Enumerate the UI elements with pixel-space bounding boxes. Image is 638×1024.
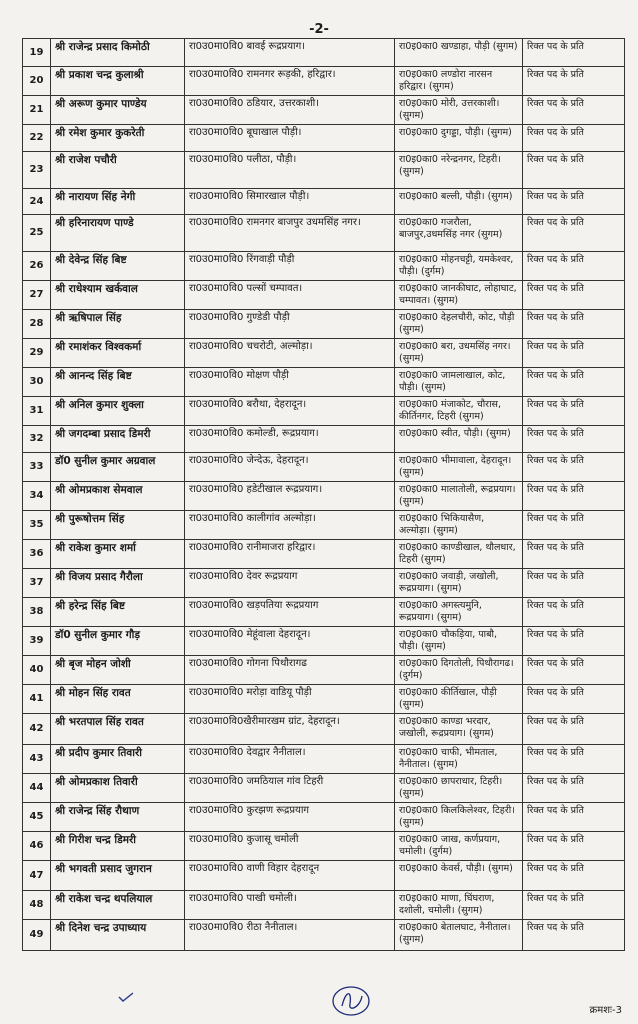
post-status: रिक्त पद के प्रति bbox=[523, 252, 625, 281]
post-status: रिक्त पद के प्रति bbox=[523, 215, 625, 252]
new-posting: रा0इ0का0 छापराधार, टिहरी। (सुगम) bbox=[395, 774, 523, 803]
row-number: 42 bbox=[23, 714, 51, 745]
current-school: रा0उ0मा0वि0 पलीठा, पौड़ी। bbox=[185, 152, 395, 189]
row-number: 22 bbox=[23, 125, 51, 152]
new-posting: रा0इ0का0 देहलचौरी, कोट, पौड़ी (सुगम) bbox=[395, 310, 523, 339]
employee-name: श्री नारायण सिंह नेगी bbox=[51, 189, 185, 215]
post-status: रिक्त पद के प्रति bbox=[523, 540, 625, 569]
row-number: 30 bbox=[23, 368, 51, 397]
current-school: रा0उ0मा0वि0 ठडियार, उत्तरकाशी। bbox=[185, 96, 395, 125]
employee-name: श्री दिनेश चन्द्र उपाध्याय bbox=[51, 920, 185, 951]
table-row bbox=[23, 745, 625, 774]
post-status: रिक्त पद के प्रति bbox=[523, 339, 625, 368]
table-row bbox=[23, 861, 625, 891]
post-status: रिक्त पद के प्रति bbox=[523, 511, 625, 540]
current-school: रा0उ0मा0वि0 देवद्वार नैनीताल। bbox=[185, 745, 395, 774]
current-school: रा0उ0मा0वि0 रानीमाजरा हरिद्वार। bbox=[185, 540, 395, 569]
row-number: 19 bbox=[23, 39, 51, 67]
post-status: रिक्त पद के प्रति bbox=[523, 152, 625, 189]
employee-name: श्री ऋषिपाल सिंह bbox=[51, 310, 185, 339]
row-number: 23 bbox=[23, 152, 51, 189]
table-row bbox=[23, 67, 625, 96]
new-posting: रा0इ0का0 जाख, कर्णप्रयाग, चमोली। (दुर्गम) bbox=[395, 832, 523, 861]
post-status: रिक्त पद के प्रति bbox=[523, 569, 625, 598]
employee-name: श्री अनिल कुमार शुक्ला bbox=[51, 397, 185, 426]
post-status: रिक्त पद के प्रति bbox=[523, 453, 625, 482]
table-row bbox=[23, 774, 625, 803]
current-school: रा0उ0मा0वि0 जेन्देऊ, देहरादून। bbox=[185, 453, 395, 482]
current-school: रा0उ0मा0वि0 पल्सों चम्पावत। bbox=[185, 281, 395, 310]
post-status: रिक्त पद के प्रति bbox=[523, 310, 625, 339]
post-status: रिक्त पद के प्रति bbox=[523, 714, 625, 745]
new-posting: रा0इ0का0 मंजाकोट, चौरास, कीर्तिनगर, टिहरी (सुगम) bbox=[395, 397, 523, 426]
new-posting: रा0इ0का0 जवाड़ी, जखोली, रूद्रप्रयाग। (सुगम) bbox=[395, 569, 523, 598]
employee-name: श्री ओमप्रकाश सेमवाल bbox=[51, 482, 185, 511]
employee-name: श्री भरतपाल सिंह रावत bbox=[51, 714, 185, 745]
current-school: रा0उ0मा0वि0 गोगना पिथौरागढ bbox=[185, 656, 395, 685]
current-school: रा0उ0मा0वि0 रामनगर बाजपुर उधमसिंह नगर। bbox=[185, 215, 395, 252]
table-row bbox=[23, 281, 625, 310]
new-posting: रा0इ0का0 काण्डा भरदार, जखोली, रूद्रप्रयाग। (सुगम) bbox=[395, 714, 523, 745]
table-row bbox=[23, 627, 625, 656]
new-posting: रा0इ0का0 अगस्त्यमुनि, रूद्रप्रयाग। (सुगम) bbox=[395, 598, 523, 627]
row-number: 44 bbox=[23, 774, 51, 803]
post-status: रिक्त पद के प्रति bbox=[523, 920, 625, 951]
page-number: -2- bbox=[309, 22, 329, 37]
current-school: रा0उ0मा0वि0 मोक्षण पौड़ी bbox=[185, 368, 395, 397]
table-row bbox=[23, 189, 625, 215]
row-number: 26 bbox=[23, 252, 51, 281]
post-status: रिक्त पद के प्रति bbox=[523, 189, 625, 215]
post-status: रिक्त पद के प्रति bbox=[523, 397, 625, 426]
post-status: रिक्त पद के प्रति bbox=[523, 891, 625, 920]
new-posting: रा0इ0का0 गजरौला, बाजपुर,उधमसिंह नगर (सुगम) bbox=[395, 215, 523, 252]
table-row bbox=[23, 803, 625, 832]
table-row bbox=[23, 920, 625, 951]
new-posting: रा0इ0का0 चौकड़िया, पाबौ, पौड़ी। (सुगम) bbox=[395, 627, 523, 656]
current-school: रा0उ0मा0वि0 मरोड़ा वाडियू पौड़ी bbox=[185, 685, 395, 714]
employee-name: डॉ0 सुनील कुमार अग्रवाल bbox=[51, 453, 185, 482]
current-school: रा0उ0मा0वि0 चचरोटी, अल्मोड़ा। bbox=[185, 339, 395, 368]
row-number: 35 bbox=[23, 511, 51, 540]
new-posting: रा0इ0का0 जानकीघाट, लोहाघाट, चम्पावत। (सुगम) bbox=[395, 281, 523, 310]
current-school: रा0उ0मा0वि0 जमठियाल गांव टिहरी bbox=[185, 774, 395, 803]
current-school: रा0उ0मा0वि0 बूघाखाल पौड़ी। bbox=[185, 125, 395, 152]
employee-name: श्री प्रकाश चन्द्र कुलाश्री bbox=[51, 67, 185, 96]
current-school: रा0उ0मा0वि0 कमोल्डी, रूद्रप्रयाग। bbox=[185, 426, 395, 453]
employee-name: श्री आनन्द सिंह बिष्ट bbox=[51, 368, 185, 397]
row-number: 21 bbox=[23, 96, 51, 125]
post-status: रिक्त पद के प्रति bbox=[523, 745, 625, 774]
post-status: रिक्त पद के प्रति bbox=[523, 685, 625, 714]
row-number: 37 bbox=[23, 569, 51, 598]
table-row bbox=[23, 368, 625, 397]
employee-name: श्री रमेश कुमार कुकरेती bbox=[51, 125, 185, 152]
employee-name: श्री राकेश चन्द्र थपलियाल bbox=[51, 891, 185, 920]
current-school: रा0उ0मा0वि0 रीठा नैनीताल। bbox=[185, 920, 395, 951]
continued-label: क्रमशः-3 bbox=[589, 1005, 622, 1016]
new-posting: रा0इ0का0 भिकियासैण, अल्मोड़ा। (सुगम) bbox=[395, 511, 523, 540]
table-row bbox=[23, 832, 625, 861]
current-school: रा0उ0मा0वि0 कुरझण रूद्रप्रयाग bbox=[185, 803, 395, 832]
table-row bbox=[23, 453, 625, 482]
employee-name: श्री राजेन्द्र प्रसाद किमोठी bbox=[51, 39, 185, 67]
new-posting: रा0इ0का0 चाफी, भीमताल, नैनीताल। (सुगम) bbox=[395, 745, 523, 774]
new-posting: रा0इ0का0 काण्डीखाल, थौलधार, टिहरी (सुगम) bbox=[395, 540, 523, 569]
table-row bbox=[23, 252, 625, 281]
current-school: रा0उ0मा0वि0 वाणी विहार देहरादून bbox=[185, 861, 395, 891]
new-posting: रा0इ0का0 किलकिलेश्वर, टिहरी। (सुगम) bbox=[395, 803, 523, 832]
current-school: रा0उ0मा0वि0 देवर रूद्रप्रयाग bbox=[185, 569, 395, 598]
table-row bbox=[23, 540, 625, 569]
employee-name: श्री राकेश कुमार शर्मा bbox=[51, 540, 185, 569]
employee-name: श्री हरेन्द्र सिंह बिष्ट bbox=[51, 598, 185, 627]
current-school: रा0उ0मा0वि0 हडेटीखाल रूद्रप्रयाग। bbox=[185, 482, 395, 511]
new-posting: रा0इ0का0 जामलाखाल, कोट, पौड़ी। (सुगम) bbox=[395, 368, 523, 397]
row-number: 41 bbox=[23, 685, 51, 714]
current-school: रा0उ0मा0वि0 पाखी चमोली। bbox=[185, 891, 395, 920]
post-status: रिक्त पद के प्रति bbox=[523, 832, 625, 861]
post-status: रिक्त पद के प्रति bbox=[523, 96, 625, 125]
new-posting: रा0इ0का0 मालातोली, रूद्रप्रयाग। (सुगम) bbox=[395, 482, 523, 511]
new-posting: रा0इ0का0 कीर्तिखाल, पौड़ी (सुगम) bbox=[395, 685, 523, 714]
row-number: 39 bbox=[23, 627, 51, 656]
table-row bbox=[23, 685, 625, 714]
table-row bbox=[23, 511, 625, 540]
table-row bbox=[23, 656, 625, 685]
employee-name: श्री प्रदीप कुमार तिवारी bbox=[51, 745, 185, 774]
table-row bbox=[23, 397, 625, 426]
post-status: रिक्त पद के प्रति bbox=[523, 482, 625, 511]
post-status: रिक्त पद के प्रति bbox=[523, 627, 625, 656]
current-school: रा0उ0मा0वि0 बरौथा, देहरादून। bbox=[185, 397, 395, 426]
new-posting: रा0इ0का0 दिगतोली, पिथौरागढ। (दुर्गम) bbox=[395, 656, 523, 685]
row-number: 20 bbox=[23, 67, 51, 96]
row-number: 31 bbox=[23, 397, 51, 426]
row-number: 47 bbox=[23, 861, 51, 891]
table-row bbox=[23, 125, 625, 152]
current-school: रा0उ0मा0वि0 मेहूंवाला देहरादून। bbox=[185, 627, 395, 656]
post-status: रिक्त पद के प्रति bbox=[523, 125, 625, 152]
employee-name: श्री पुरूषोत्तम सिंह bbox=[51, 511, 185, 540]
new-posting: रा0इ0का0 केवर्स, पौड़ी। (सुगम) bbox=[395, 861, 523, 891]
row-number: 34 bbox=[23, 482, 51, 511]
current-school: रा0उ0मा0वि0 कुजासू चमोली bbox=[185, 832, 395, 861]
table-row bbox=[23, 310, 625, 339]
employee-name: श्री राजेन्द्र सिंह रौथाण bbox=[51, 803, 185, 832]
row-number: 45 bbox=[23, 803, 51, 832]
new-posting: रा0इ0का0 खण्डाहा, पौड़ी (सुगम) bbox=[395, 39, 523, 67]
table-row bbox=[23, 96, 625, 125]
employee-name: श्री देवेन्द्र सिंह बिष्ट bbox=[51, 252, 185, 281]
row-number: 32 bbox=[23, 426, 51, 453]
row-number: 33 bbox=[23, 453, 51, 482]
new-posting: रा0इ0का0 बरा, उधमसिंह नगर। (सुगम) bbox=[395, 339, 523, 368]
employee-name: श्री विजय प्रसाद गैरौला bbox=[51, 569, 185, 598]
employee-name: श्री राजेश पचौरी bbox=[51, 152, 185, 189]
row-number: 36 bbox=[23, 540, 51, 569]
table-row bbox=[23, 39, 625, 67]
table-row bbox=[23, 215, 625, 252]
row-number: 43 bbox=[23, 745, 51, 774]
row-number: 46 bbox=[23, 832, 51, 861]
row-number: 29 bbox=[23, 339, 51, 368]
table-row bbox=[23, 891, 625, 920]
post-status: रिक्त पद के प्रति bbox=[523, 67, 625, 96]
post-status: रिक्त पद के प्रति bbox=[523, 281, 625, 310]
employee-name: श्री ओमप्रकाश तिवारी bbox=[51, 774, 185, 803]
current-school: रा0उ0मा0वि0 सिमारखाल पौड़ी। bbox=[185, 189, 395, 215]
post-status: रिक्त पद के प्रति bbox=[523, 861, 625, 891]
post-status: रिक्त पद के प्रति bbox=[523, 368, 625, 397]
post-status: रिक्त पद के प्रति bbox=[523, 774, 625, 803]
table-row bbox=[23, 714, 625, 745]
employee-name: श्री बृज मोहन जोशी bbox=[51, 656, 185, 685]
table-row bbox=[23, 482, 625, 511]
current-school: रा0उ0मा0वि0खैरीमारखम ग्रांट, देहरादून। bbox=[185, 714, 395, 745]
new-posting: रा0इ0का0 बल्ली, पौड़ी। (सुगम) bbox=[395, 189, 523, 215]
post-status: रिक्त पद के प्रति bbox=[523, 39, 625, 67]
post-status: रिक्त पद के प्रति bbox=[523, 426, 625, 453]
employee-name: डॉ0 सुनील कुमार गौड़ bbox=[51, 627, 185, 656]
new-posting: रा0इ0का0 मोरी, उत्तरकाशी। (सुगम) bbox=[395, 96, 523, 125]
new-posting: रा0इ0का0 स्वीत, पौड़ी। (सुगम) bbox=[395, 426, 523, 453]
current-school: रा0उ0मा0वि0 रिंगवाड़ी पौड़ी bbox=[185, 252, 395, 281]
table-row bbox=[23, 598, 625, 627]
row-number: 24 bbox=[23, 189, 51, 215]
employee-name: श्री अरूण कुमार पाण्डेय bbox=[51, 96, 185, 125]
new-posting: रा0इ0का0 लण्डोरा नारसन हरिद्वार। (सुगम) bbox=[395, 67, 523, 96]
post-status: रिक्त पद के प्रति bbox=[523, 803, 625, 832]
current-school: रा0उ0मा0वि0 गुण्डेडी पौड़ी bbox=[185, 310, 395, 339]
post-status: रिक्त पद के प्रति bbox=[523, 598, 625, 627]
row-number: 28 bbox=[23, 310, 51, 339]
new-posting: रा0इ0का0 भीमावाला, देहरादून। (सुगम) bbox=[395, 453, 523, 482]
new-posting: रा0इ0का0 बेतालघाट, नैनीताल। (सुगम) bbox=[395, 920, 523, 951]
table-row bbox=[23, 426, 625, 453]
employee-name: श्री भगवती प्रसाद जुगरान bbox=[51, 861, 185, 891]
handwritten-signature bbox=[330, 984, 372, 1018]
table-row bbox=[23, 152, 625, 189]
row-number: 25 bbox=[23, 215, 51, 252]
current-school: रा0उ0मा0वि0 रामनगर रूड़की, हरिद्वार। bbox=[185, 67, 395, 96]
transfer-list-table bbox=[22, 38, 625, 951]
current-school: रा0उ0मा0वि0 कालीगांव अल्मोड़ा। bbox=[185, 511, 395, 540]
row-number: 27 bbox=[23, 281, 51, 310]
employee-name: श्री हरिनारायण पाण्डे bbox=[51, 215, 185, 252]
current-school: रा0उ0मा0वि0 खड़पतिया रूद्रप्रयाग bbox=[185, 598, 395, 627]
post-status: रिक्त पद के प्रति bbox=[523, 656, 625, 685]
employee-name: श्री जगदम्बा प्रसाद डिमरी bbox=[51, 426, 185, 453]
checkmark-icon bbox=[118, 992, 134, 1002]
row-number: 38 bbox=[23, 598, 51, 627]
row-number: 48 bbox=[23, 891, 51, 920]
employee-name: श्री मोहन सिंह रावत bbox=[51, 685, 185, 714]
new-posting: रा0इ0का0 दुगड्डा, पौड़ी। (सुगम) bbox=[395, 125, 523, 152]
row-number: 49 bbox=[23, 920, 51, 951]
new-posting: रा0इ0का0 नरेन्द्रनगर, टिहरी। (सुगम) bbox=[395, 152, 523, 189]
employee-name: श्री राधेश्याम खर्कवाल bbox=[51, 281, 185, 310]
table-row bbox=[23, 569, 625, 598]
employee-name: श्री रमाशंकर विश्वकर्मा bbox=[51, 339, 185, 368]
current-school: रा0उ0मा0वि0 बावई रूद्रप्रयाग। bbox=[185, 39, 395, 67]
new-posting: रा0इ0का0 माणा, घिंघराण, दशोली, चमोली। (सुगम) bbox=[395, 891, 523, 920]
table-row bbox=[23, 339, 625, 368]
new-posting: रा0इ0का0 मोहनचट्टी, यमकेश्वर, पौड़ी। (दुर्गम) bbox=[395, 252, 523, 281]
employee-name: श्री गिरीश चन्द्र डिमरी bbox=[51, 832, 185, 861]
row-number: 40 bbox=[23, 656, 51, 685]
